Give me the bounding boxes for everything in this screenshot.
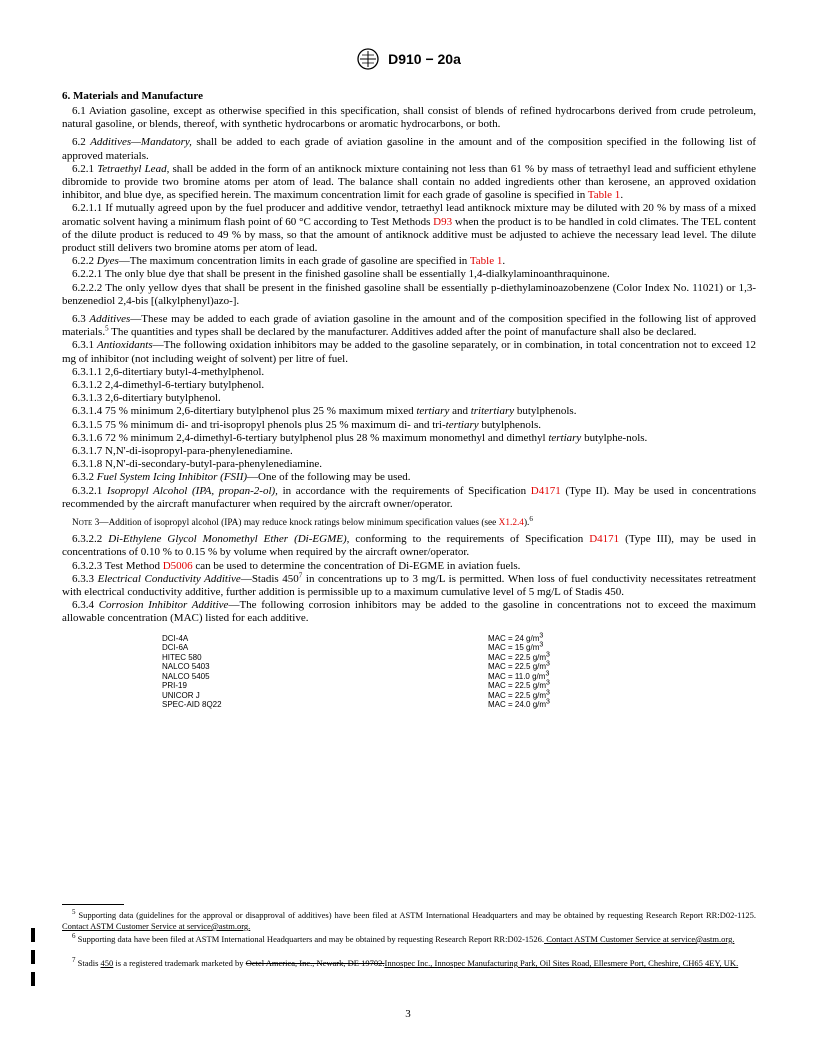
x1-2-4-link[interactable]: X1.2.4 xyxy=(498,518,524,529)
document-designation: D910 − 20a xyxy=(388,51,461,67)
table-1-link[interactable]: Table 1 xyxy=(469,255,503,268)
table-row: HITEC 580 MAC = 22.5 $g/m^3$ xyxy=(162,650,550,662)
para-6-3-1-5: 6.3.1.5 75 % minimum di- and tri-isopropyl phenols plus 25 % maximum di- and tri-tertiary butylphenols. xyxy=(72,418,541,431)
para-6-2-2-2: 6.2.2.2 The only yellow dyes that shall be present in the finished gasoline shall be essentially p-diethylaminoazobenzene (Color Index No. 11021) or 1,3-benzenediol 2,4-bis [(alkylphenyl)azo-]. xyxy=(62,281,756,307)
page-header xyxy=(62,48,756,78)
para-6-3-1-8: 6.3.1.8 N,N'-di-secondary-butyl-para-phenylenediamine. xyxy=(72,458,323,471)
para-6-2-2: 6.2.2 Dyes—The maximum concentration limits in each grade of gasoline are specified in Table 1. xyxy=(72,255,506,268)
d93-link[interactable]: D93 xyxy=(433,215,453,228)
para-6-1: 6.1 Aviation gasoline, except as otherwise specified in this specification, shall consist of blends of refined hydrocarbons derived from crude petroleum, natural gasoline, or blends, thereof, with synthetic hydrocarbons or aromatic hydrocarbons, or both. xyxy=(62,105,756,131)
d4171-link[interactable]: D4171 xyxy=(589,533,620,546)
para-6-2-1: 6.2.1 Tetraethyl Lead, shall be added in the form of an antiknock mixture containing not less than 61 % by mass of tetraethyl lead and sufficient ethylene dibromide to provide two bromine atoms per atom of lead. The balance shall contain no added ingredients other than kerosene, an approved oxidation inhibitor, and blue dye, as specified herein. The maximum concentration limit for each grade of gasoline is specified in Table 1. xyxy=(62,162,757,202)
para-6-3-1-6: 6.3.1.6 72 % minimum 2,4-dimethyl-6-tertiary butylphenol plus 28 % maximum monomethyl and dimethyl tertiary butylphe-nols. xyxy=(72,431,648,444)
table-row: DCI-6A MAC = 15 $g/m^3$ xyxy=(162,641,544,653)
footnote-7: $^7$ Stadis 450 is a registered trademark marketed by Octel America, Inc., Newark, DE 19702.Innospec Inc., Innospec Manufacturing Park, Oil Sites Road, Ellesmere Port, Cheshire, CH65 4EY, UK. xyxy=(72,956,739,968)
document-page xyxy=(62,48,756,710)
table-row: NALCO 5403 MAC = 22.5 $g/m^3$ xyxy=(162,660,550,672)
para-6-3-3: 6.3.3 Electrical Conductivity Additive—Stadis $450^7$ in concentrations up to 3 mg/L is permitted. When loss of fuel conductivity necessitates retreatment with electrical conductivity additive, further addition is permissible up to a maximum cumulative level of 5 mg/L of Stadis 450. xyxy=(62,571,756,598)
table-row: DCI-4A MAC = 24 $g/m^3$ xyxy=(162,631,544,643)
table-row: SPEC-AID 8Q22 MAC = 24.0 $g/m^3$ xyxy=(162,698,550,710)
footnote-5: $^5$ Supporting data (guidelines for the approval or disapproval of additives) have been filed at ASTM International Headquarters and may be obtained by requesting Research Report RR:D02-1125. Contact ASTM Customer Service at service@astm.org. xyxy=(62,908,756,931)
revision-bar xyxy=(31,928,35,942)
para-6-3-2-1: 6.3.2.1 Isopropyl Alcohol (IPA, propan-2-ol), in accordance with the requirements of Specification D4171 (Type II). May be used in concentrations recommended by the aircraft manufacturer when required by the aircraft owner/operator. xyxy=(62,484,756,510)
para-6-2-1-1: 6.2.1.1 If mutually agreed upon by the fuel producer and additive vendor, tetraethyl lead antiknock mixture may be diluted with 20 % by mass of a mixed aromatic solvent having a minimum flash point of 60 °C according to Test Methods D93 when the product is to be handled in cold climates. The TEL content of the dilute product is reduced to 49 % by mass, so that the amount of antiknock additive must be adjusted to achieve the necessary lead level. The dilute product still delivers two bromine atoms per atom of lead. xyxy=(62,202,756,255)
table-row: NALCO 5405 MAC = 11.0 $g/m^3$ xyxy=(162,669,550,681)
para-6-2: 6.2 Additives—Mandatory, shall be added to each grade of aviation gasoline in the amount and of the composition specified in the following list of approved materials. xyxy=(62,136,757,162)
para-6-3-4: 6.3.4 Corrosion Inhibitor Additive—The following corrosion inhibitors may be added to the gasoline in concentrations not to exceed the maximum allowable concentration (MAC) listed for each additive. xyxy=(62,599,756,625)
revision-bar xyxy=(31,972,35,986)
revision-bar xyxy=(31,950,35,964)
section-heading: 6. Materials and Manufacture xyxy=(62,90,203,102)
para-6-3-1-4: 6.3.1.4 75 % minimum 2,6-ditertiary butylphenol plus 25 % maximum mixed tertiary and tritertiary butylphenols. xyxy=(72,405,577,418)
para-6-3-1-3: 6.3.1.3 2,6-ditertiary butylphenol. xyxy=(72,392,221,405)
para-6-3-1-2: 6.3.1.2 2,4-dimethyl-6-tertiary butylphenol. xyxy=(72,379,265,392)
para-6-3: 6.3 Additives—These may be added to each grade of aviation gasoline in the amount and of the composition specified in the following list of approved materials.$^5$ The quantities and types shall be declared by the manufacturer. Additives added after the point of manufacture shall also be declared. xyxy=(62,313,757,339)
page-number: 3 xyxy=(405,1008,411,1020)
table-row: UNICOR J MAC = 22.5 $g/m^3$ xyxy=(162,688,550,700)
para-6-3-1: 6.3.1 Antioxidants—The following oxidation inhibitors may be added to the gasoline separately, or in combination, in total concentration not to exceed 12 mg of inhibitor (not including weight of solvent) per litre of fuel. xyxy=(62,339,757,365)
para-6-3-2-2: 6.3.2.2 Di-Ethylene Glycol Monomethyl Ether (Di-EGME), conforming to the requirements of Specification D4171 (Type III), may be used in concentrations of 0.10 % to 0.15 % by volume when required by the aircraft owner/operator. xyxy=(62,533,757,559)
para-6-3-1-7: 6.3.1.7 N,N'-di-isopropyl-para-phenylenediamine. xyxy=(72,445,293,458)
para-6-3-1-1: 6.3.1.1 2,6-ditertiary butyl-4-methylphenol. xyxy=(72,365,265,378)
note-3: Note 3—Addition of isopropyl alcohol (IPA) may reduce knock ratings below minimum specification values (see X1.2.4).$^6$ xyxy=(72,515,533,529)
footnote-6: $^6$ Supporting data have been filed at ASTM International Headquarters and may be obtained by requesting Research Report RR:D02-1526. Contact ASTM Customer Service at service@astm.org. xyxy=(72,932,735,944)
table-1-link[interactable]: Table 1 xyxy=(587,189,621,202)
para-6-3-2-3: 6.3.2.3 Test Method D5006 can be used to determine the concentration of Di-EGME in aviation fuels. xyxy=(72,559,521,572)
astm-logo-icon xyxy=(357,48,379,70)
para-6-2-2-1: 6.2.2.1 The only blue dye that shall be present in the finished gasoline shall be essentially 1,4-dialkylaminoanthraquinone. xyxy=(72,268,610,281)
para-6-3-2: 6.3.2 Fuel System Icing Inhibitor (FSII)—One of the following may be used. xyxy=(72,471,411,484)
footnote-divider xyxy=(62,904,124,905)
d4171-link[interactable]: D4171 xyxy=(530,484,561,497)
d5006-link[interactable]: D5006 xyxy=(162,559,193,572)
corrosion-inhibitor-table xyxy=(162,631,550,710)
table-row: PRI-19 MAC = 22.5 $g/m^3$ xyxy=(162,679,550,691)
